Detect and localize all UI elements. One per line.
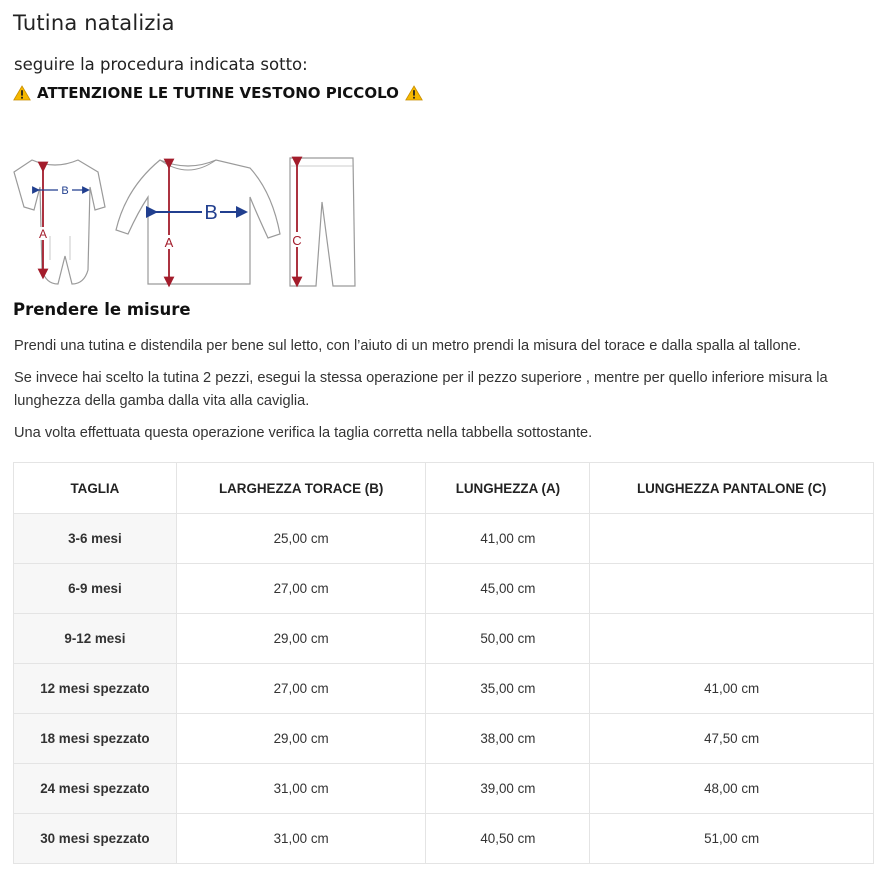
cell-taglia: 18 mesi spezzato: [14, 714, 177, 764]
table-row: [14, 664, 874, 714]
instruction-subtitle: seguire la procedura indicata sotto:: [14, 55, 308, 74]
cell-torace: 27,00 cm: [176, 664, 426, 714]
instruction-paragraph-3: Una volta effettuata questa operazione verifica la taglia corretta nella tabbella sottostante.: [14, 425, 593, 441]
header-lunghezza-pantalone: LUNGHEZZA PANTALONE (C): [590, 463, 874, 514]
cell-pantalone: [590, 514, 874, 564]
pants-illustration: [290, 158, 355, 286]
cell-torace: 29,00 cm: [176, 714, 426, 764]
cell-pantalone: [590, 614, 874, 664]
cell-torace: 25,00 cm: [176, 514, 426, 564]
cell-pantalone: 51,00 cm: [590, 814, 874, 864]
section-title: Prendere le misure: [13, 300, 191, 319]
header-larghezza-torace: LARGHEZZA TORACE (B): [176, 463, 426, 514]
cell-torace: 29,00 cm: [176, 614, 426, 664]
cell-lunghezza: 50,00 cm: [426, 614, 590, 664]
shirt-label-b: B: [204, 202, 218, 224]
measurement-diagram: [10, 152, 360, 292]
warning-icon: [405, 85, 423, 101]
cell-lunghezza: 38,00 cm: [426, 714, 590, 764]
cell-pantalone: 41,00 cm: [590, 664, 874, 714]
shirt-illustration: [116, 160, 280, 284]
table-row: [14, 714, 874, 764]
page-title: Tutina natalizia: [13, 11, 175, 35]
table-header-row: [14, 463, 874, 514]
table-row: [14, 814, 874, 864]
cell-taglia: 9-12 mesi: [14, 614, 177, 664]
cell-lunghezza: 41,00 cm: [426, 514, 590, 564]
table-row: [14, 514, 874, 564]
cell-torace: 27,00 cm: [176, 564, 426, 614]
table-row: [14, 764, 874, 814]
cell-pantalone: [590, 564, 874, 614]
cell-pantalone: 47,50 cm: [590, 714, 874, 764]
pants-label-c: C: [292, 233, 302, 248]
cell-torace: 31,00 cm: [176, 814, 426, 864]
romper-illustration: [14, 160, 105, 284]
warning-text: ATTENZIONE LE TUTINE VESTONO PICCOLO: [37, 84, 399, 102]
warning-icon: [13, 85, 31, 101]
size-table: [13, 462, 874, 864]
table-row: [14, 564, 874, 614]
shirt-label-a: A: [164, 235, 174, 250]
cell-lunghezza: 39,00 cm: [426, 764, 590, 814]
romper-label-a: A: [38, 227, 48, 241]
cell-taglia: 3-6 mesi: [14, 514, 177, 564]
cell-lunghezza: 45,00 cm: [426, 564, 590, 614]
instruction-paragraph-1: Prendi una tutina e distendila per bene sul letto, con l’aiuto di un metro prendi la misura del torace e dalla spalla al tallone.: [14, 338, 801, 354]
cell-taglia: 6-9 mesi: [14, 564, 177, 614]
table-row: [14, 614, 874, 664]
header-taglia: TAGLIA: [14, 463, 177, 514]
cell-taglia: 24 mesi spezzato: [14, 764, 177, 814]
cell-lunghezza: 40,50 cm: [426, 814, 590, 864]
cell-torace: 31,00 cm: [176, 764, 426, 814]
cell-lunghezza: 35,00 cm: [426, 664, 590, 714]
header-lunghezza: LUNGHEZZA (A): [426, 463, 590, 514]
cell-pantalone: 48,00 cm: [590, 764, 874, 814]
warning-banner: [13, 84, 423, 102]
cell-taglia: 30 mesi spezzato: [14, 814, 177, 864]
cell-taglia: 12 mesi spezzato: [14, 664, 177, 714]
instruction-paragraph-2: Se invece hai scelto la tutina 2 pezzi, esegui la stessa operazione per il pezzo superiore , mentre per quello inferiore misura la lunghezza della gamba dalla vita alla caviglia.: [14, 370, 828, 409]
romper-label-b: B: [61, 185, 69, 197]
